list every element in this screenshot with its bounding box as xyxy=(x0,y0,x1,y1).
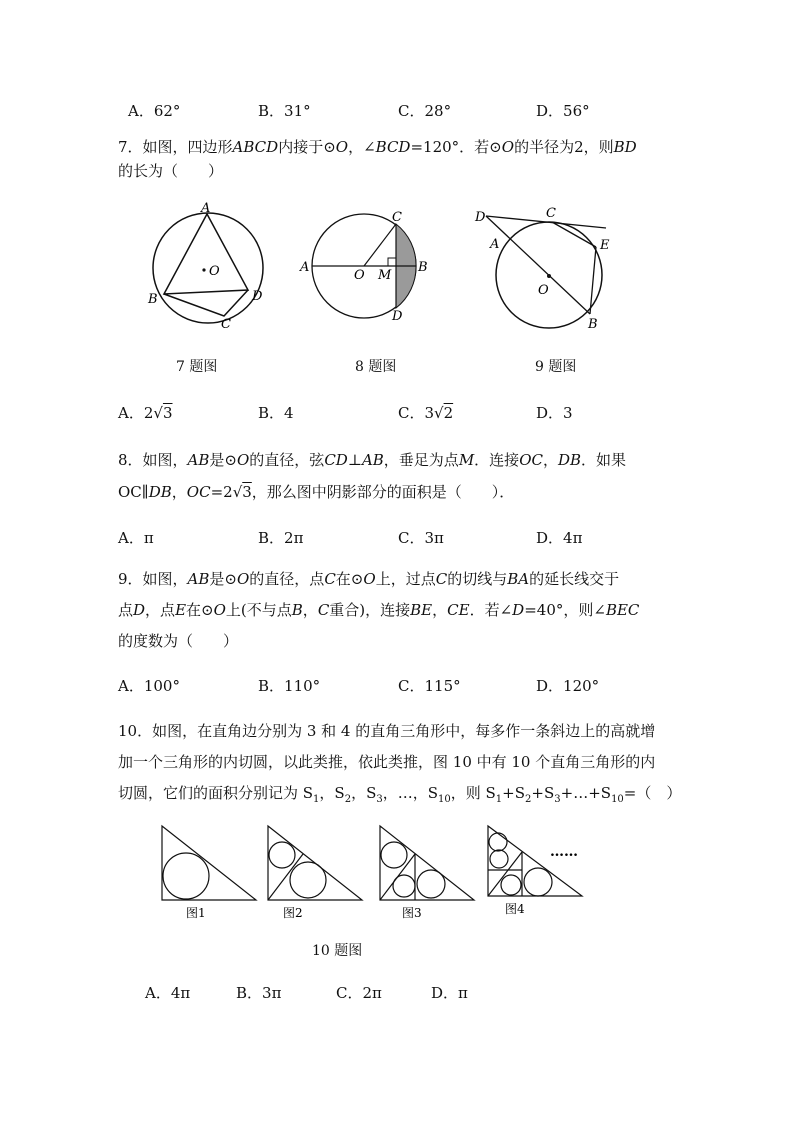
q9-var: D xyxy=(133,601,146,619)
q9-text: 的延长线交于 xyxy=(529,570,620,588)
fig10-3-label: 图3 xyxy=(402,906,422,920)
q7-var: BCD xyxy=(375,138,411,156)
q7-stem-line2: 的长为（ ） xyxy=(118,162,224,180)
q8-text: ，那么图中阴影部分的面积是（ ）． xyxy=(251,483,515,501)
q9-var: B xyxy=(291,601,303,619)
q8-option-b: B．2π xyxy=(258,529,304,547)
q7-text: 7．如图，四边形 xyxy=(118,138,233,156)
fig10-4-label: 图4 xyxy=(505,902,525,916)
figure-8 xyxy=(296,208,436,328)
q9-text: ，点 xyxy=(145,601,176,619)
fig10-2-label: 图2 xyxy=(283,906,303,920)
fig8-label-m: M xyxy=(378,268,392,283)
fig10-ellipsis: …… xyxy=(550,844,578,860)
q9-text: 的切线与 xyxy=(447,570,508,588)
q10-sub: 10 xyxy=(611,794,624,805)
q9-text: 在⊙ xyxy=(335,570,364,588)
q9-option-d: D．120° xyxy=(536,677,600,695)
q8-var: DB xyxy=(148,483,172,501)
fig10-3-incircle-3 xyxy=(417,870,445,898)
q8-var: CD xyxy=(324,451,348,469)
q9-text: 上，过点 xyxy=(375,570,436,588)
fig10-2-incircle-1 xyxy=(269,842,295,868)
q6-option-d: D．56° xyxy=(536,102,590,120)
fig9-label-c: C xyxy=(546,206,556,221)
q10-stem-line2: 加一个三角形的内切圆，以此类推，依此类推，图 10 中有 10 个直角三角形的内 xyxy=(118,753,656,771)
q9-var: C xyxy=(317,601,330,619)
q10-option-c: C．2π xyxy=(336,984,382,1002)
q7-option-c-text: C．3 xyxy=(398,404,435,422)
q10-text: ，S xyxy=(319,784,345,802)
q8-var: AB xyxy=(361,451,384,469)
fig10-4-triangle xyxy=(488,826,582,896)
fig10-panel-4 xyxy=(488,826,582,916)
q9-text: =40°，则∠ xyxy=(524,601,606,619)
q10-sub: 1 xyxy=(495,794,503,805)
fig8-label-a: A xyxy=(300,260,310,275)
fig10-caption: 10 题图 xyxy=(312,943,363,959)
figure-7 xyxy=(140,200,280,340)
q8-option-a: A．π xyxy=(118,529,154,547)
q8-var: O xyxy=(236,451,250,469)
q10-option-b: B．3π xyxy=(236,984,282,1002)
fig8-segment-oc xyxy=(364,224,396,266)
q9-var: O xyxy=(236,570,250,588)
q7-var: O xyxy=(501,138,515,156)
q8-option-d: D．4π xyxy=(536,529,583,547)
q7-text: =120°．若⊙ xyxy=(410,138,502,156)
q8-var: OC xyxy=(519,451,543,469)
sqrt-symbol: √ xyxy=(232,483,243,501)
q7-option-a-text: A．2 xyxy=(118,404,154,422)
q7-option-b: B．4 xyxy=(258,404,294,422)
q8-text: ， xyxy=(171,483,187,501)
q10-text: ，S xyxy=(351,784,377,802)
fig10-4-altitude-1 xyxy=(488,852,522,896)
figure-9 xyxy=(470,202,630,337)
q9-text: 上(不与点 xyxy=(225,601,292,619)
fig10-3-incircle-2 xyxy=(393,875,415,897)
fig9-caption: 9 题图 xyxy=(535,359,577,375)
q10-sub: 3 xyxy=(376,794,383,805)
fig10-1-incircle xyxy=(163,853,209,899)
q8-var: DB xyxy=(557,451,582,469)
fig7-triangle xyxy=(164,214,248,294)
q9-text: ， xyxy=(432,601,448,619)
q9-text: 重合)，连接 xyxy=(329,601,411,619)
fig9-label-b: B xyxy=(588,317,598,332)
q10-text: +S xyxy=(502,784,526,802)
fig9-label-a: A xyxy=(490,237,500,252)
q9-stem-line2 xyxy=(118,599,639,620)
q10-sub: 10 xyxy=(438,794,451,805)
q10-text: =（ ） xyxy=(623,784,682,802)
q8-text: 是⊙ xyxy=(209,451,237,469)
q9-var: D xyxy=(512,601,525,619)
q9-var: BA xyxy=(507,570,530,588)
q10-text: +…+S xyxy=(560,784,612,802)
q10-stem-line3 xyxy=(118,782,681,805)
q9-stem-line3: 的度数为（ ） xyxy=(118,632,239,650)
q6-option-a: A．62° xyxy=(128,102,181,120)
q8-text: ，垂足为点 xyxy=(383,451,459,469)
q8-text: 8．如图， xyxy=(118,451,188,469)
q7-var: ABCD xyxy=(232,138,279,156)
fig8-caption: 8 题图 xyxy=(355,359,397,375)
q8-text: OC∥ xyxy=(118,483,149,501)
q7-text: 内接于⊙ xyxy=(278,138,336,156)
q10-text: 切圆，它们的面积分别记为 S xyxy=(118,784,314,802)
q7-option-a xyxy=(118,402,173,423)
fig10-1-triangle xyxy=(162,826,256,900)
q10-text: ，则 S xyxy=(450,784,496,802)
q10-text: +S xyxy=(531,784,555,802)
q9-option-c: C．115° xyxy=(398,677,461,695)
q8-stem-line2 xyxy=(118,481,514,502)
fig8-label-d: D xyxy=(392,309,403,324)
q8-root: 3 xyxy=(242,483,252,501)
q8-var: M xyxy=(458,451,475,469)
q10-stem-line1: 10．如图，在直角边分别为 3 和 4 的直角三角形中，每多作一条斜边上的高就增 xyxy=(118,722,656,740)
q10-sub: 2 xyxy=(344,794,352,805)
q8-text: ．连接 xyxy=(474,451,520,469)
fig10-3-incircle-1 xyxy=(381,842,407,868)
q8-text: ， xyxy=(542,451,558,469)
q8-text: ．如果 xyxy=(581,451,627,469)
fig10-4-incircle-4 xyxy=(524,868,552,896)
fig7-label-c: C xyxy=(221,317,231,332)
q9-option-b: B．110° xyxy=(258,677,321,695)
q7-option-a-root: 3 xyxy=(162,404,173,422)
q7-option-c-root: 2 xyxy=(443,404,454,422)
fig7-center-dot xyxy=(202,268,205,271)
fig7-label-a: A xyxy=(201,201,211,216)
q7-option-d: D．3 xyxy=(536,404,573,422)
q8-var: AB xyxy=(187,451,210,469)
q7-text: 的半径为2，则 xyxy=(514,138,614,156)
q9-text: 点 xyxy=(118,601,134,619)
q7-var: BD xyxy=(613,138,637,156)
q6-option-c: C．28° xyxy=(398,102,452,120)
fig9-label-d: D xyxy=(475,210,486,225)
fig8-label-o: O xyxy=(354,268,365,283)
q7-stem-line1 xyxy=(118,136,637,157)
q7-var: O xyxy=(335,138,349,156)
q9-stem-line1 xyxy=(118,568,619,589)
fig10-4-incircle-2 xyxy=(490,850,508,868)
q8-text: ⊥ xyxy=(347,451,362,469)
q9-var: E xyxy=(175,601,187,619)
sqrt-symbol: √ xyxy=(153,404,163,422)
fig8-label-b: B xyxy=(418,260,428,275)
figure-10 xyxy=(158,822,618,927)
q9-var: BEC xyxy=(605,601,640,619)
q9-text: 在⊙ xyxy=(186,601,214,619)
fig10-3-triangle xyxy=(380,826,474,900)
fig8-right-angle-mark xyxy=(388,258,396,266)
q10-text: ，…，S xyxy=(382,784,439,802)
q9-text: 的直径，点 xyxy=(249,570,325,588)
q9-text: 是⊙ xyxy=(209,570,237,588)
q9-var: C xyxy=(324,570,336,588)
fig10-2-altitude xyxy=(268,854,303,900)
fig10-2-incircle-2 xyxy=(290,862,326,898)
fig7-circle xyxy=(153,213,263,323)
q8-var: OC xyxy=(186,483,211,501)
q9-var: BE xyxy=(410,601,433,619)
fig7-label-o: O xyxy=(209,264,220,279)
q9-var: CE xyxy=(447,601,470,619)
fig10-panel-3 xyxy=(380,826,474,920)
fig9-center-dot xyxy=(547,274,551,278)
q9-var: AB xyxy=(187,570,210,588)
q7-text: ，∠ xyxy=(348,138,376,156)
q9-text: ．若∠ xyxy=(469,601,513,619)
fig7-label-d: D xyxy=(252,289,263,304)
fig10-panel-1 xyxy=(162,826,256,920)
q10-sub: 2 xyxy=(525,794,532,805)
q8-option-c: C．3π xyxy=(398,529,444,547)
q10-option-a: A．4π xyxy=(145,984,191,1002)
fig9-label-o: O xyxy=(538,283,549,298)
q9-text: ， xyxy=(302,601,318,619)
q9-option-a: A．100° xyxy=(118,677,180,695)
fig10-panel-2 xyxy=(268,826,362,920)
fig7-label-b: B xyxy=(148,292,158,307)
fig9-label-e: E xyxy=(600,238,610,253)
q8-text: 的直径，弦 xyxy=(249,451,325,469)
q8-text: =2 xyxy=(210,483,233,501)
q6-option-b: B．31° xyxy=(258,102,311,120)
q10-sub: 3 xyxy=(554,794,561,805)
q8-stem-line1 xyxy=(118,449,626,470)
q10-sub: 1 xyxy=(313,794,320,805)
fig10-1-label: 图1 xyxy=(186,906,206,920)
q10-option-d: D．π xyxy=(431,984,468,1002)
fig10-4-incircle-1 xyxy=(489,833,507,851)
q9-var: O xyxy=(213,601,226,619)
q9-text: 9．如图， xyxy=(118,570,188,588)
q9-var: C xyxy=(435,570,448,588)
fig7-caption: 7 题图 xyxy=(176,359,218,375)
fig10-4-incircle-3 xyxy=(501,875,521,895)
fig8-label-c: C xyxy=(392,210,402,225)
q7-option-c xyxy=(398,402,453,423)
sqrt-symbol: √ xyxy=(434,404,444,422)
q9-var: O xyxy=(363,570,376,588)
